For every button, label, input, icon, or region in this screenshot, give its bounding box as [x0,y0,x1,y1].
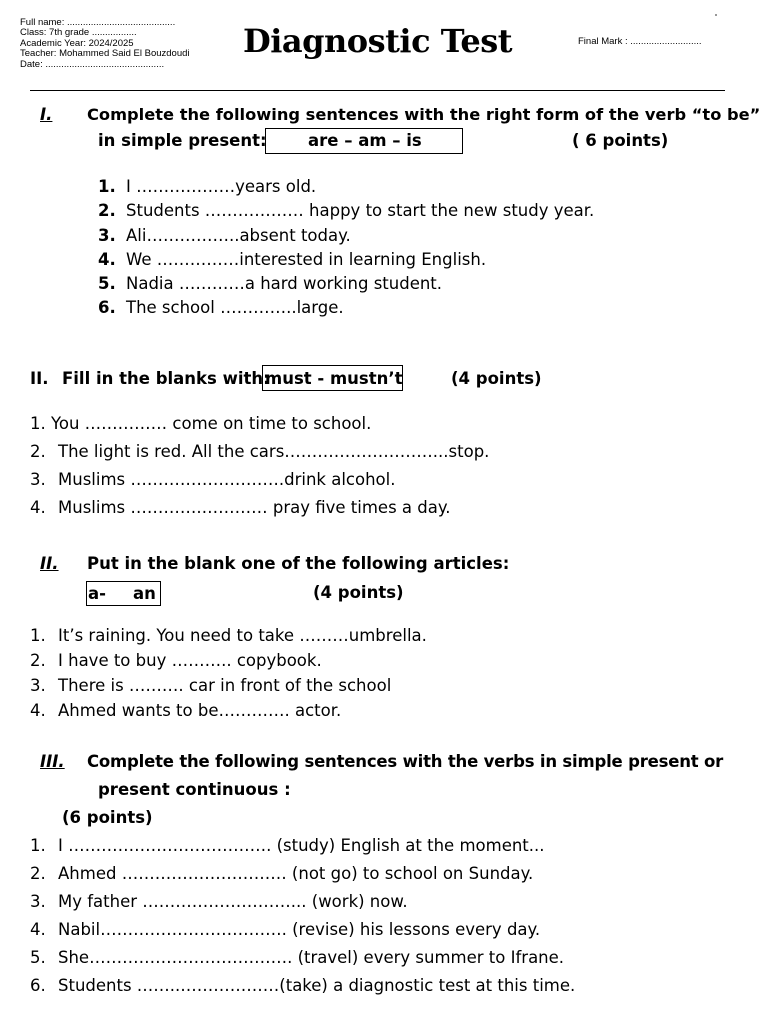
s3-item-text: I have to buy ……….. copybook. [58,651,322,670]
s1-item-text: The school …………..large. [126,298,344,317]
s3-item-number: 2. [30,651,46,670]
s3-item-number: 1. [30,626,46,645]
s1-item-text: We ……………interested in learning English. [126,250,487,269]
s3-item-text: There is ………. car in front of the school [58,676,392,695]
section-2-points: (4 points) [451,369,542,388]
s4-item-number: 6. [30,976,46,995]
section-4-instruction-line2: present continuous : [98,780,291,799]
s4-item-number: 3. [30,892,46,911]
s1-item-number: 6. [98,298,116,317]
header-divider [30,90,725,91]
s1-item-text: Ali……………..absent today. [126,226,351,245]
s4-item-text: Students ……..………………(take) a diagnostic test at this time. [58,976,576,995]
page-title: Diagnostic Test [243,22,512,60]
s2-item-number: 1. [30,414,46,433]
section-1-numeral: I. [40,105,53,124]
s1-item-number: 3. [98,226,116,245]
section-3-word-a: a- [88,584,106,603]
s4-item-text: She………………………………. (travel) every summer to Ifrane. [58,948,565,967]
section-1-points: ( 6 points) [572,131,669,150]
s1-item-number: 2. [98,201,116,220]
s3-item-text: It’s raining. You need to take ………umbrella. [58,626,427,645]
s4-item-number: 1. [30,836,46,855]
s4-item-number: 4. [30,920,46,939]
s2-item-number: 2. [30,442,46,461]
s1-item-text: Students ……………… happy to start the new study year. [126,201,595,220]
s3-item-text: Ahmed wants to be…………. actor. [58,701,342,720]
section-3-points: (4 points) [313,583,404,602]
section-1-word-box-text: are – am – is [308,131,422,150]
s4-item-text: My father ………………………... (work) now. [58,892,408,911]
s2-item-number: 3. [30,470,46,489]
student-info-block [20,18,190,70]
section-2-word-box [262,365,403,391]
teacher-line: Teacher: Mohammed Said El Bouzdoudi [20,48,190,60]
s2-item-text: The light is red. All the cars………………………...stop. [58,442,490,461]
section-4-instruction-line1: Complete the following sentences with the verbs in simple present or [87,752,724,771]
s4-item-number: 5. [30,948,46,967]
s4-item-number: 2. [30,864,46,883]
academic-year-line: Academic Year: 2024/2025 [20,37,134,49]
s2-item-text: You …………… come on time to school. [51,414,372,433]
s1-item-text: Nadia …………a hard working student. [126,274,443,293]
section-2-word-box-text: must - mustn’t [265,369,403,388]
section-4-numeral: III. [40,752,65,771]
section-3-numeral: II. [40,554,59,573]
s3-item-number: 4. [30,701,46,720]
final-mark-line: Final Mark : ........................... [578,36,702,47]
section-4-points: (6 points) [62,808,153,827]
section-1-word-box [265,128,463,154]
s4-item-text: Ahmed ………………………… (not go) to school on Sunday. [58,864,534,883]
section-3-instruction: Put in the blank one of the following articles: [87,554,510,573]
section-3-word-an: an [133,584,156,603]
s2-item-text: Muslims ……………………….drink alcohol. [58,470,396,489]
section-3-word-box [86,581,161,606]
s2-item-number: 4. [30,498,46,517]
date-line: Date: ............................................. [20,58,165,70]
section-1-instruction-line1: Complete the following sentences with the right form of the verb “to be” [87,105,761,124]
section-2-numeral: II. [30,369,49,388]
s1-item-number: 5. [98,274,116,293]
s4-item-text: I ………………………………. (study) English at the moment... [58,836,545,855]
class-line: Class: 7th grade ................. [20,27,137,39]
s1-item-text: I ………………years old. [126,177,317,196]
s1-item-number: 1. [98,177,116,196]
section-1-instruction-line2: in simple present: [98,131,267,150]
s2-item-text: Muslims ………….………… pray five times a day. [58,498,451,517]
speck-mark [715,14,717,16]
s1-item-number: 4. [98,250,116,269]
full-name-line: Full name: ......................................... [20,17,176,28]
s4-item-text: Nabil……………………………. (revise) his lessons every day. [58,920,541,939]
s3-item-number: 3. [30,676,46,695]
section-2-instruction: Fill in the blanks with: [62,369,270,388]
